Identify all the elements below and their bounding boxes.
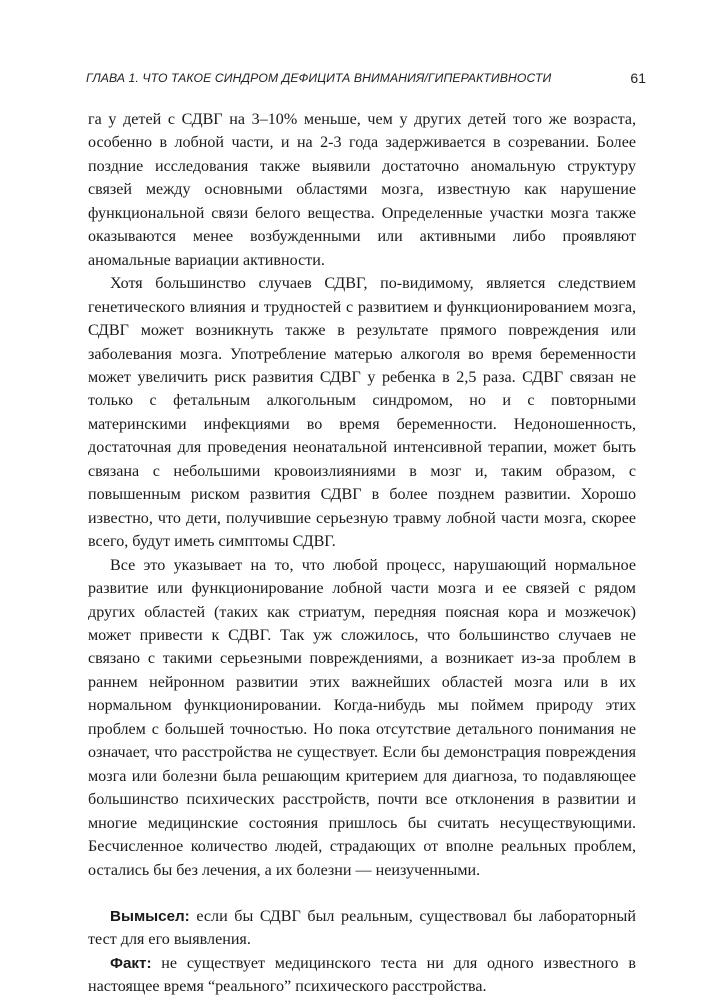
myth-label: Вымысел: [110, 907, 190, 925]
paragraph-1: га у детей с СДВГ на 3–10% меньше, чем у других детей того же возраста, особенно в лобной части, и на 2-3 года задерживается в созревании. Более поздние исследования также выявили достаточно аномальную структуру связей между основными областями мозга, известную как нарушение функциональной связи белого вещества. Определенные участки мозга также оказываются менее возбужденными или активными либо проявляют аномальные вариации активности. [88, 111, 636, 269]
page-number: 61 [630, 70, 646, 86]
fact-paragraph [88, 952, 636, 999]
chapter-title: ГЛАВА 1. ЧТО ТАКОЕ СИНДРОМ ДЕФИЦИТА ВНИМАНИЯ/ГИПЕРАКТИВНОСТИ [86, 71, 552, 85]
body-text [88, 108, 636, 999]
section-gap [88, 882, 636, 905]
myth-paragraph [88, 905, 636, 952]
paragraph-2: Хотя большинство случаев СДВГ, по-видимому, является следствием генетического влияния и трудностей с развитием и функционированием мозга, СДВГ может возникнуть также в результате прямого повреждения или заболевания мозга. Употребление матерью алкоголя во время беременности может увеличить риск развития СДВГ у ребенка в 2,5 раза. СДВГ связан не только с фетальным алкогольным синдромом, но и с повторными материнскими инфекциями во время беременности. Недоношенность, достаточная для проведения неонатальной интенсивной терапии, может быть связана с небольшими кровоизлияниями в мозг и, таким образом, с повышенным риском развития СДВГ в более позднем развитии. Хорошо известно, что дети, получившие серьезную травму лобной части мозга, скорее всего, будут иметь симптомы СДВГ. [88, 275, 636, 551]
running-header [86, 66, 646, 90]
paragraph-3: Все это указывает на то, что любой процесс, нарушающий нормальное развитие или функционирование лобной части мозга и ее связей с рядом других областей (таких как стриатум, передняя поясная кора и мозжечок) может привести к СДВГ. Так уж сложилось, что большинство случаев не связано с такими серьезными повреждениями, а возникает из-за проблем в раннем нейронном развитии этих важнейших областей мозга или в их нормальном функционировании. Когда-нибудь мы поймем природу этих проблем с большей точностью. Но пока отсутствие детального понимания не означает, что расстройства не существует. Если бы демонстрация повреждения мозга или болезни была решающим критерием для диагноза, то подавляющее большинство психических расстройств, почти все отклонения в развитии и многие медицинские состояния пришлось бы считать несуществующими. Бесчисленное количество людей, страдающих от вполне реальных проблем, остались бы без лечения, а их болезни — неизученными. [88, 556, 636, 879]
myth-text: если бы СДВГ был реальным, существовал бы лабораторный тест для его выявления. [88, 907, 636, 949]
fact-label: Факт: [110, 954, 152, 972]
fact-text: не существует медицинского теста ни для одного известного в настоящее время “реального” психического расстройства. [88, 954, 636, 996]
